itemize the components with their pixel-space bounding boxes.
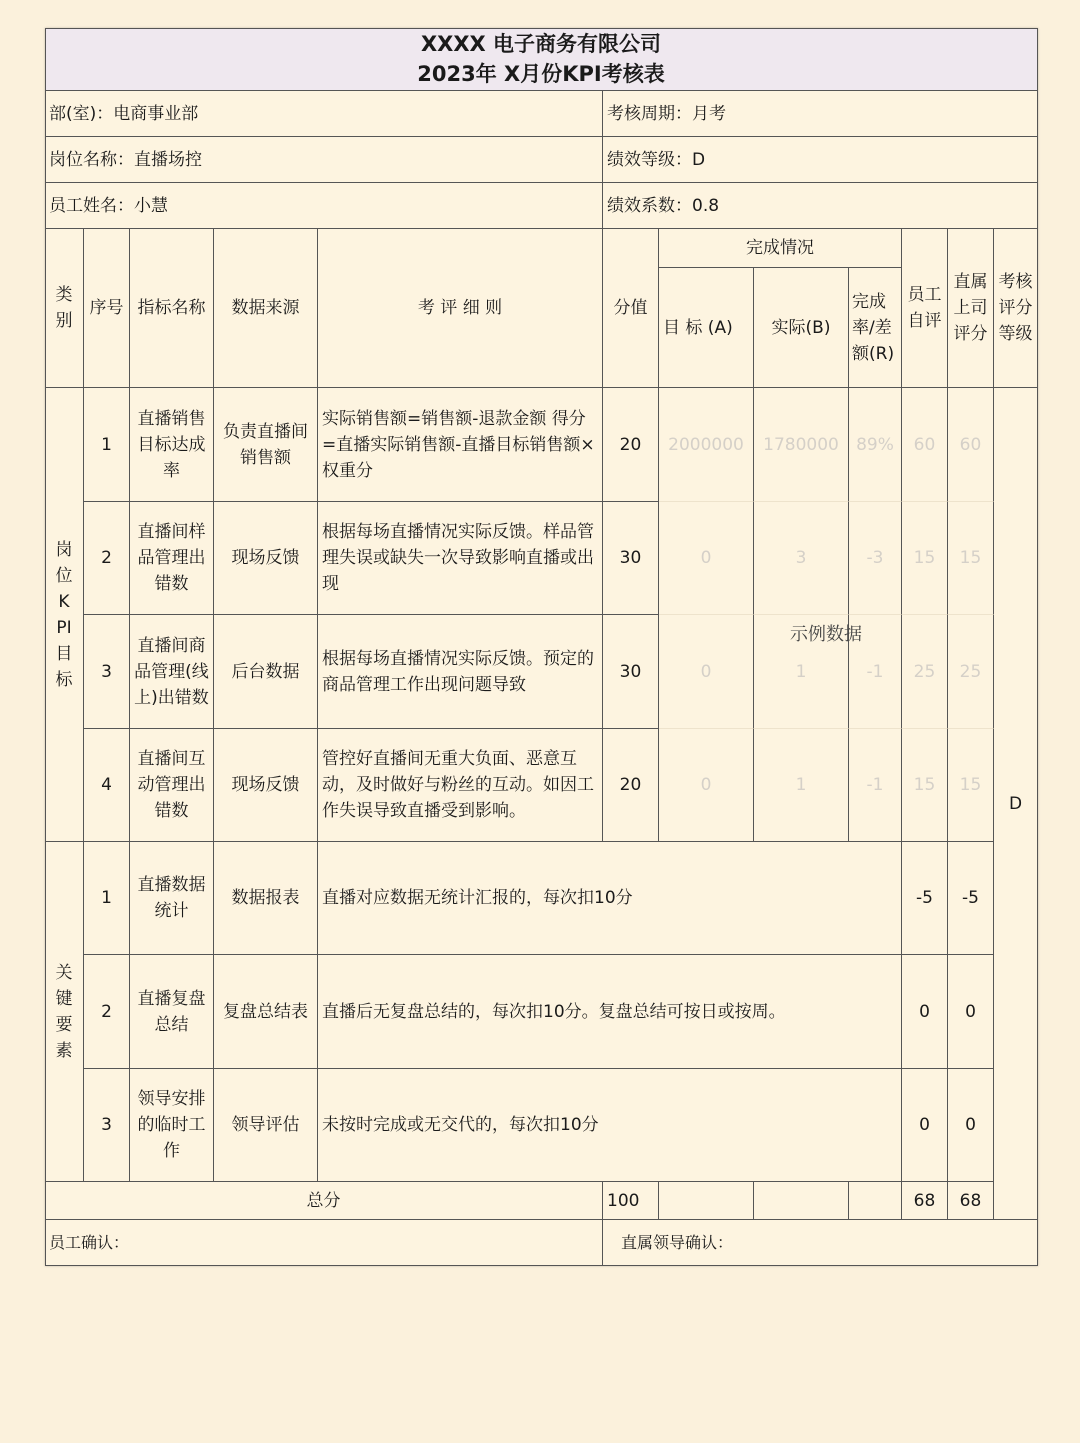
header-rules: 考 评 细 则: [318, 229, 603, 388]
header-actual: 实际(B): [754, 268, 849, 388]
kpi-3-actual: 1: [754, 615, 849, 729]
total-rate: [849, 1182, 902, 1220]
kpi-3-rules: 根据每场直播情况实际反馈。预定的商品管理工作出现问题导致: [318, 615, 603, 729]
kpi-4-seq: 4: [84, 729, 130, 842]
kpi-3-source: 后台数据: [214, 615, 318, 729]
sheet-subtitle: 2023年 X月份KPI考核表: [417, 62, 665, 86]
name-field: 员工姓名：小慧: [45, 183, 603, 229]
kpi-4-leader: 15: [948, 729, 994, 842]
company-name: XXXX 电子商务有限公司: [420, 32, 662, 56]
position-field: 岗位名称：直播场控: [45, 137, 603, 183]
kpi-3-self: 25: [902, 615, 948, 729]
key-2-indicator: 直播复盘总结: [130, 955, 214, 1069]
header-score: 分值: [603, 229, 659, 388]
key-1-leader: -5: [948, 842, 994, 955]
key-2-leader: 0: [948, 955, 994, 1069]
kpi-sheet: [45, 28, 1038, 1266]
category-key: 关键要素: [45, 842, 84, 1182]
header-rate: 完成率/差额(R): [849, 268, 902, 388]
kpi-2-score: 30: [603, 502, 659, 615]
kpi-4-target: 0: [659, 729, 754, 842]
key-1-rules: 直播对应数据无统计汇报的，每次扣10分: [318, 842, 902, 955]
kpi-1-rules: 实际销售额=销售额-退款金额 得分=直播实际销售额-直播目标销售额×权重分: [318, 388, 603, 502]
key-3-rules: 未按时完成或无交代的，每次扣10分: [318, 1069, 902, 1182]
header-level: 考核评分等级: [994, 229, 1038, 388]
header-category: 类别: [45, 229, 84, 388]
kpi-3-seq: 3: [84, 615, 130, 729]
kpi-1-actual: 1780000: [754, 388, 849, 502]
dept-field: 部(室)：电商事业部: [45, 91, 603, 137]
key-2-seq: 2: [84, 955, 130, 1069]
kpi-4-actual: 1: [754, 729, 849, 842]
kpi-1-source: 负责直播间销售额: [214, 388, 318, 502]
key-1-self: -5: [902, 842, 948, 955]
sample-watermark: 示例数据: [790, 624, 862, 645]
key-1-source: 数据报表: [214, 842, 318, 955]
kpi-4-source: 现场反馈: [214, 729, 318, 842]
key-2-self: 0: [902, 955, 948, 1069]
total-actual: [754, 1182, 849, 1220]
total-target: [659, 1182, 754, 1220]
kpi-1-indicator: 直播销售目标达成率: [130, 388, 214, 502]
kpi-1-target: 2000000: [659, 388, 754, 502]
key-2-source: 复盘总结表: [214, 955, 318, 1069]
kpi-2-self: 15: [902, 502, 948, 615]
category-kpi: 岗位KPI目标: [45, 388, 84, 842]
kpi-4-self: 15: [902, 729, 948, 842]
total-score: 100: [603, 1182, 659, 1220]
grade-field: 绩效等级：D: [603, 137, 1038, 183]
grade-value: D: [994, 388, 1038, 1220]
key-3-seq: 3: [84, 1069, 130, 1182]
header-indicator: 指标名称: [130, 229, 214, 388]
key-2-rules: 直播后无复盘总结的，每次扣10分。复盘总结可按日或按周。: [318, 955, 902, 1069]
kpi-4-rate: -1: [849, 729, 902, 842]
kpi-3-leader: 25: [948, 615, 994, 729]
kpi-2-target: 0: [659, 502, 754, 615]
key-3-leader: 0: [948, 1069, 994, 1182]
header-self: 员工自评: [902, 229, 948, 388]
header-completion: 完成情况: [659, 229, 902, 268]
kpi-2-actual: 3: [754, 502, 849, 615]
kpi-4-indicator: 直播间互动管理出错数: [130, 729, 214, 842]
kpi-3-indicator: 直播间商品管理(线上)出错数: [130, 615, 214, 729]
key-1-indicator: 直播数据统计: [130, 842, 214, 955]
kpi-4-score: 20: [603, 729, 659, 842]
header-seq: 序号: [84, 229, 130, 388]
key-3-source: 领导评估: [214, 1069, 318, 1182]
kpi-2-indicator: 直播间样品管理出错数: [130, 502, 214, 615]
kpi-1-seq: 1: [84, 388, 130, 502]
key-3-indicator: 领导安排的临时工作: [130, 1069, 214, 1182]
header-target: 目 标 (A): [659, 268, 754, 388]
kpi-4-rules: 管控好直播间无重大负面、恶意互动，及时做好与粉丝的互动。如因工作失误导致直播受到影响。: [318, 729, 603, 842]
key-1-seq: 1: [84, 842, 130, 955]
kpi-1-score: 20: [603, 388, 659, 502]
kpi-2-source: 现场反馈: [214, 502, 318, 615]
key-3-self: 0: [902, 1069, 948, 1182]
kpi-1-self: 60: [902, 388, 948, 502]
total-label: 总分: [45, 1182, 603, 1220]
kpi-3-rate: -1: [849, 615, 902, 729]
kpi-1-rate: 89%: [849, 388, 902, 502]
kpi-2-seq: 2: [84, 502, 130, 615]
sheet-title: [45, 28, 1038, 91]
header-leader: 直属上司评分: [948, 229, 994, 388]
cycle-field: 考核周期：月考: [603, 91, 1038, 137]
employee-confirm: 员工确认：: [45, 1220, 603, 1266]
kpi-3-score: 30: [603, 615, 659, 729]
header-source: 数据来源: [214, 229, 318, 388]
total-self: 68: [902, 1182, 948, 1220]
kpi-3-target: 0: [659, 615, 754, 729]
coef-field: 绩效系数：0.8: [603, 183, 1038, 229]
kpi-1-leader: 60: [948, 388, 994, 502]
total-leader: 68: [948, 1182, 994, 1220]
leader-confirm: 直属领导确认：: [603, 1220, 1038, 1266]
kpi-2-leader: 15: [948, 502, 994, 615]
kpi-2-rules: 根据每场直播情况实际反馈。样品管理失误或缺失一次导致影响直播或出现: [318, 502, 603, 615]
kpi-2-rate: -3: [849, 502, 902, 615]
